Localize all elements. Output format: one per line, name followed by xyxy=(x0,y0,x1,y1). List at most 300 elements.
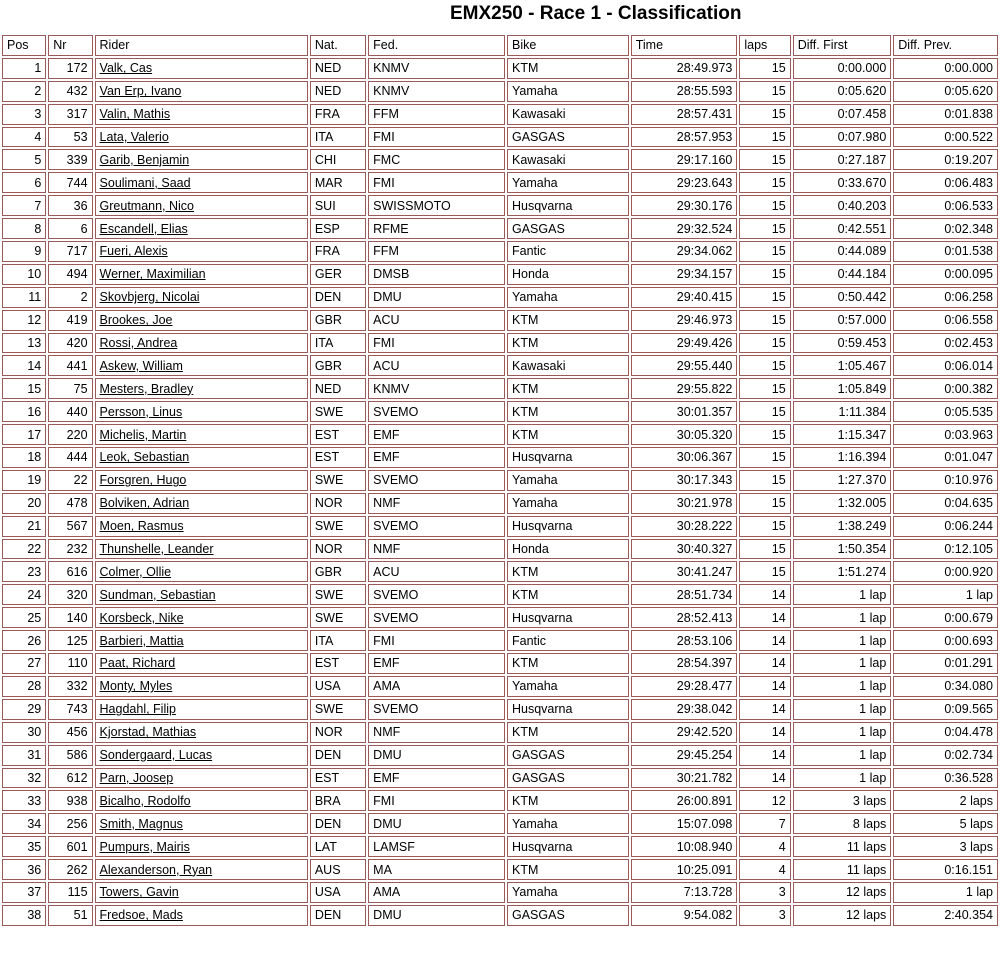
nation-cell: ITA xyxy=(310,630,366,651)
diff-prev-cell: 0:00.920 xyxy=(893,561,998,582)
rider-link[interactable]: Parn, Joosep xyxy=(95,768,308,789)
table-row xyxy=(2,493,998,514)
time-cell: 29:17.160 xyxy=(631,149,738,170)
table-header xyxy=(2,35,998,56)
diff-prev-cell: 0:06.258 xyxy=(893,287,998,308)
diff-prev-cell: 2 laps xyxy=(893,790,998,811)
bike-cell: GASGAS xyxy=(507,768,629,789)
pos-cell: 27 xyxy=(2,653,46,674)
time-cell: 28:57.431 xyxy=(631,104,738,125)
bike-cell: Kawasaki xyxy=(507,104,629,125)
pos-cell: 18 xyxy=(2,447,46,468)
laps-cell: 15 xyxy=(739,58,790,79)
diff-prev-cell: 1 lap xyxy=(893,584,998,605)
federation-cell: NMF xyxy=(368,539,505,560)
nation-cell: ITA xyxy=(310,333,366,354)
rider-link[interactable]: Rossi, Andrea xyxy=(95,333,308,354)
diff-first-cell: 1 lap xyxy=(793,676,892,697)
table-row xyxy=(2,516,998,537)
table-row xyxy=(2,104,998,125)
bike-cell: Kawasaki xyxy=(507,355,629,376)
federation-cell: FMI xyxy=(368,630,505,651)
time-cell: 29:45.254 xyxy=(631,745,738,766)
header-bike: Bike xyxy=(507,35,629,56)
time-cell: 30:28.222 xyxy=(631,516,738,537)
rider-link[interactable]: Werner, Maximilian xyxy=(95,264,308,285)
laps-cell: 14 xyxy=(739,676,790,697)
laps-cell: 14 xyxy=(739,722,790,743)
rider-link[interactable]: Colmer, Ollie xyxy=(95,561,308,582)
diff-first-cell: 1:27.370 xyxy=(793,470,892,491)
diff-first-cell: 1 lap xyxy=(793,584,892,605)
table-row xyxy=(2,81,998,102)
rider-link[interactable]: Sundman, Sebastian xyxy=(95,584,308,605)
time-cell: 28:55.593 xyxy=(631,81,738,102)
number-cell: 51 xyxy=(48,905,92,926)
diff-first-cell: 12 laps xyxy=(793,882,892,903)
rider-link[interactable]: Alexanderson, Ryan xyxy=(95,859,308,880)
rider-link[interactable]: Hagdahl, Filip xyxy=(95,699,308,720)
pos-cell: 21 xyxy=(2,516,46,537)
table-row xyxy=(2,447,998,468)
bike-cell: Honda xyxy=(507,264,629,285)
time-cell: 28:49.973 xyxy=(631,58,738,79)
rider-link[interactable]: Soulimani, Saad xyxy=(95,172,308,193)
laps-cell: 15 xyxy=(739,493,790,514)
laps-cell: 15 xyxy=(739,516,790,537)
time-cell: 29:38.042 xyxy=(631,699,738,720)
table-row xyxy=(2,333,998,354)
nation-cell: USA xyxy=(310,676,366,697)
number-cell: 22 xyxy=(48,470,92,491)
federation-cell: SVEMO xyxy=(368,584,505,605)
pos-cell: 24 xyxy=(2,584,46,605)
table-row xyxy=(2,607,998,628)
diff-first-cell: 12 laps xyxy=(793,905,892,926)
diff-prev-cell: 0:06.244 xyxy=(893,516,998,537)
nation-cell: GBR xyxy=(310,561,366,582)
nation-cell: SWE xyxy=(310,470,366,491)
rider-link[interactable]: Thunshelle, Leander xyxy=(95,539,308,560)
table-row xyxy=(2,539,998,560)
pos-cell: 16 xyxy=(2,401,46,422)
time-cell: 29:55.822 xyxy=(631,378,738,399)
diff-first-cell: 1:05.467 xyxy=(793,355,892,376)
diff-first-cell: 1:32.005 xyxy=(793,493,892,514)
header-nat: Nat. xyxy=(310,35,366,56)
rider-link[interactable]: Leok, Sebastian xyxy=(95,447,308,468)
nation-cell: AUS xyxy=(310,859,366,880)
rider-link[interactable]: Brookes, Joe xyxy=(95,310,308,331)
laps-cell: 15 xyxy=(739,447,790,468)
time-cell: 29:49.426 xyxy=(631,333,738,354)
time-cell: 30:17.343 xyxy=(631,470,738,491)
pos-cell: 2 xyxy=(2,81,46,102)
table-row xyxy=(2,905,998,926)
federation-cell: KNMV xyxy=(368,81,505,102)
rider-link[interactable]: Askew, William xyxy=(95,355,308,376)
pos-cell: 26 xyxy=(2,630,46,651)
bike-cell: Yamaha xyxy=(507,493,629,514)
federation-cell: DMU xyxy=(368,905,505,926)
diff-prev-cell: 0:02.453 xyxy=(893,333,998,354)
bike-cell: GASGAS xyxy=(507,218,629,239)
rider-link[interactable]: Fueri, Alexis xyxy=(95,241,308,262)
nation-cell: GBR xyxy=(310,310,366,331)
nation-cell: ITA xyxy=(310,127,366,148)
time-cell: 10:25.091 xyxy=(631,859,738,880)
federation-cell: FMI xyxy=(368,790,505,811)
pos-cell: 19 xyxy=(2,470,46,491)
bike-cell: Husqvarna xyxy=(507,516,629,537)
laps-cell: 15 xyxy=(739,401,790,422)
bike-cell: KTM xyxy=(507,859,629,880)
pos-cell: 1 xyxy=(2,58,46,79)
rider-link[interactable]: Escandell, Elias xyxy=(95,218,308,239)
pos-cell: 8 xyxy=(2,218,46,239)
laps-cell: 12 xyxy=(739,790,790,811)
time-cell: 30:21.978 xyxy=(631,493,738,514)
diff-prev-cell: 0:06.483 xyxy=(893,172,998,193)
pos-cell: 25 xyxy=(2,607,46,628)
diff-prev-cell: 0:00.095 xyxy=(893,264,998,285)
header-fed: Fed. xyxy=(368,35,505,56)
number-cell: 53 xyxy=(48,127,92,148)
rider-link[interactable]: Van Erp, Ivano xyxy=(95,81,308,102)
federation-cell: EMF xyxy=(368,768,505,789)
diff-first-cell: 0:59.453 xyxy=(793,333,892,354)
laps-cell: 4 xyxy=(739,836,790,857)
laps-cell: 4 xyxy=(739,859,790,880)
pos-cell: 7 xyxy=(2,195,46,216)
diff-prev-cell: 0:00.679 xyxy=(893,607,998,628)
diff-first-cell: 0:07.980 xyxy=(793,127,892,148)
federation-cell: SVEMO xyxy=(368,607,505,628)
number-cell: 6 xyxy=(48,218,92,239)
time-cell: 28:51.734 xyxy=(631,584,738,605)
laps-cell: 15 xyxy=(739,287,790,308)
time-cell: 30:41.247 xyxy=(631,561,738,582)
nation-cell: GBR xyxy=(310,355,366,376)
rider-link[interactable]: Fredsoe, Mads xyxy=(95,905,308,926)
pos-cell: 20 xyxy=(2,493,46,514)
header-laps: laps xyxy=(739,35,790,56)
number-cell: 441 xyxy=(48,355,92,376)
nation-cell: SUI xyxy=(310,195,366,216)
diff-prev-cell: 0:00.522 xyxy=(893,127,998,148)
pos-cell: 3 xyxy=(2,104,46,125)
diff-prev-cell: 0:05.535 xyxy=(893,401,998,422)
federation-cell: DMU xyxy=(368,745,505,766)
federation-cell: FMC xyxy=(368,149,505,170)
pos-cell: 34 xyxy=(2,813,46,834)
laps-cell: 15 xyxy=(739,470,790,491)
bike-cell: KTM xyxy=(507,424,629,445)
time-cell: 30:40.327 xyxy=(631,539,738,560)
time-cell: 30:01.357 xyxy=(631,401,738,422)
pos-cell: 23 xyxy=(2,561,46,582)
time-cell: 29:55.440 xyxy=(631,355,738,376)
number-cell: 601 xyxy=(48,836,92,857)
table-row xyxy=(2,355,998,376)
nation-cell: EST xyxy=(310,768,366,789)
pos-cell: 5 xyxy=(2,149,46,170)
number-cell: 494 xyxy=(48,264,92,285)
number-cell: 75 xyxy=(48,378,92,399)
table-body xyxy=(2,58,998,926)
number-cell: 172 xyxy=(48,58,92,79)
time-cell: 29:32.524 xyxy=(631,218,738,239)
rider-link[interactable]: Michelis, Martin xyxy=(95,424,308,445)
diff-first-cell: 0:44.184 xyxy=(793,264,892,285)
nation-cell: SWE xyxy=(310,401,366,422)
diff-first-cell: 3 laps xyxy=(793,790,892,811)
number-cell: 256 xyxy=(48,813,92,834)
rider-link[interactable]: Garib, Benjamin xyxy=(95,149,308,170)
number-cell: 320 xyxy=(48,584,92,605)
federation-cell: EMF xyxy=(368,653,505,674)
bike-cell: KTM xyxy=(507,310,629,331)
rider-link[interactable]: Korsbeck, Nike xyxy=(95,607,308,628)
table-row xyxy=(2,149,998,170)
number-cell: 419 xyxy=(48,310,92,331)
rider-link[interactable]: Forsgren, Hugo xyxy=(95,470,308,491)
table-row xyxy=(2,836,998,857)
number-cell: 125 xyxy=(48,630,92,651)
laps-cell: 15 xyxy=(739,172,790,193)
bike-cell: Fantic xyxy=(507,630,629,651)
table-row xyxy=(2,813,998,834)
number-cell: 444 xyxy=(48,447,92,468)
nation-cell: MAR xyxy=(310,172,366,193)
time-cell: 29:42.520 xyxy=(631,722,738,743)
laps-cell: 14 xyxy=(739,745,790,766)
bike-cell: GASGAS xyxy=(507,127,629,148)
time-cell: 30:05.320 xyxy=(631,424,738,445)
pos-cell: 37 xyxy=(2,882,46,903)
laps-cell: 3 xyxy=(739,882,790,903)
table-row xyxy=(2,768,998,789)
table-row xyxy=(2,470,998,491)
rider-link[interactable]: Moen, Rasmus xyxy=(95,516,308,537)
number-cell: 432 xyxy=(48,81,92,102)
table-row xyxy=(2,676,998,697)
pos-cell: 15 xyxy=(2,378,46,399)
pos-cell: 10 xyxy=(2,264,46,285)
diff-prev-cell: 0:03.963 xyxy=(893,424,998,445)
number-cell: 110 xyxy=(48,653,92,674)
number-cell: 938 xyxy=(48,790,92,811)
rider-link[interactable]: Lata, Valerio xyxy=(95,127,308,148)
nation-cell: DEN xyxy=(310,905,366,926)
pos-cell: 36 xyxy=(2,859,46,880)
time-cell: 29:46.973 xyxy=(631,310,738,331)
bike-cell: Yamaha xyxy=(507,470,629,491)
rider-link[interactable]: Towers, Gavin xyxy=(95,882,308,903)
diff-prev-cell: 0:00.000 xyxy=(893,58,998,79)
diff-first-cell: 8 laps xyxy=(793,813,892,834)
time-cell: 26:00.891 xyxy=(631,790,738,811)
diff-first-cell: 1 lap xyxy=(793,745,892,766)
nation-cell: DEN xyxy=(310,287,366,308)
rider-link[interactable]: Monty, Myles xyxy=(95,676,308,697)
diff-first-cell: 0:07.458 xyxy=(793,104,892,125)
laps-cell: 15 xyxy=(739,378,790,399)
number-cell: 115 xyxy=(48,882,92,903)
rider-link[interactable]: Kjorstad, Mathias xyxy=(95,722,308,743)
table-row xyxy=(2,653,998,674)
bike-cell: KTM xyxy=(507,401,629,422)
diff-prev-cell: 0:02.734 xyxy=(893,745,998,766)
diff-prev-cell: 5 laps xyxy=(893,813,998,834)
number-cell: 332 xyxy=(48,676,92,697)
federation-cell: KNMV xyxy=(368,58,505,79)
diff-first-cell: 0:50.442 xyxy=(793,287,892,308)
diff-prev-cell: 0:12.105 xyxy=(893,539,998,560)
diff-first-cell: 1 lap xyxy=(793,630,892,651)
laps-cell: 14 xyxy=(739,630,790,651)
diff-prev-cell: 0:04.635 xyxy=(893,493,998,514)
nation-cell: USA xyxy=(310,882,366,903)
diff-first-cell: 1 lap xyxy=(793,768,892,789)
page-header xyxy=(0,3,1000,29)
bike-cell: Yamaha xyxy=(507,882,629,903)
bike-cell: Yamaha xyxy=(507,81,629,102)
diff-prev-cell: 0:02.348 xyxy=(893,218,998,239)
table-row xyxy=(2,584,998,605)
number-cell: 262 xyxy=(48,859,92,880)
laps-cell: 15 xyxy=(739,561,790,582)
laps-cell: 15 xyxy=(739,424,790,445)
time-cell: 30:21.782 xyxy=(631,768,738,789)
federation-cell: AMA xyxy=(368,882,505,903)
bike-cell: KTM xyxy=(507,653,629,674)
federation-cell: ACU xyxy=(368,355,505,376)
bike-cell: Husqvarna xyxy=(507,195,629,216)
diff-prev-cell: 0:06.558 xyxy=(893,310,998,331)
diff-prev-cell: 0:06.533 xyxy=(893,195,998,216)
rider-link[interactable]: Sondergaard, Lucas xyxy=(95,745,308,766)
diff-first-cell: 1 lap xyxy=(793,722,892,743)
table-row xyxy=(2,424,998,445)
rider-link[interactable]: Smith, Magnus xyxy=(95,813,308,834)
federation-cell: DMU xyxy=(368,287,505,308)
time-cell: 29:40.415 xyxy=(631,287,738,308)
diff-first-cell: 0:44.089 xyxy=(793,241,892,262)
pos-cell: 29 xyxy=(2,699,46,720)
nation-cell: NOR xyxy=(310,722,366,743)
federation-cell: AMA xyxy=(368,676,505,697)
table-row xyxy=(2,745,998,766)
rider-link[interactable]: Pumpurs, Mairis xyxy=(95,836,308,857)
diff-prev-cell: 0:01.538 xyxy=(893,241,998,262)
laps-cell: 15 xyxy=(739,195,790,216)
time-cell: 29:34.062 xyxy=(631,241,738,262)
nation-cell: BRA xyxy=(310,790,366,811)
laps-cell: 15 xyxy=(739,127,790,148)
nation-cell: DEN xyxy=(310,745,366,766)
rider-link[interactable]: Valk, Cas xyxy=(95,58,308,79)
time-cell: 10:08.940 xyxy=(631,836,738,857)
bike-cell: Husqvarna xyxy=(507,836,629,857)
bike-cell: KTM xyxy=(507,584,629,605)
nation-cell: DEN xyxy=(310,813,366,834)
rider-link[interactable]: Persson, Linus xyxy=(95,401,308,422)
time-cell: 28:52.413 xyxy=(631,607,738,628)
bike-cell: KTM xyxy=(507,378,629,399)
rider-link[interactable]: Mesters, Bradley xyxy=(95,378,308,399)
pos-cell: 11 xyxy=(2,287,46,308)
laps-cell: 15 xyxy=(739,241,790,262)
table-row xyxy=(2,378,998,399)
diff-first-cell: 0:33.670 xyxy=(793,172,892,193)
table-row xyxy=(2,241,998,262)
pos-cell: 9 xyxy=(2,241,46,262)
bike-cell: KTM xyxy=(507,790,629,811)
bike-cell: Husqvarna xyxy=(507,447,629,468)
rider-link[interactable]: Greutmann, Nico xyxy=(95,195,308,216)
laps-cell: 7 xyxy=(739,813,790,834)
nation-cell: LAT xyxy=(310,836,366,857)
diff-first-cell: 1:50.354 xyxy=(793,539,892,560)
laps-cell: 15 xyxy=(739,264,790,285)
diff-prev-cell: 0:00.382 xyxy=(893,378,998,399)
time-cell: 29:34.157 xyxy=(631,264,738,285)
pos-cell: 28 xyxy=(2,676,46,697)
pos-cell: 6 xyxy=(2,172,46,193)
table-row xyxy=(2,310,998,331)
laps-cell: 15 xyxy=(739,149,790,170)
nation-cell: ESP xyxy=(310,218,366,239)
federation-cell: DMSB xyxy=(368,264,505,285)
table-row xyxy=(2,172,998,193)
rider-link[interactable]: Bicalho, Rodolfo xyxy=(95,790,308,811)
nation-cell: CHI xyxy=(310,149,366,170)
diff-prev-cell: 0:01.838 xyxy=(893,104,998,125)
laps-cell: 14 xyxy=(739,653,790,674)
number-cell: 36 xyxy=(48,195,92,216)
number-cell: 232 xyxy=(48,539,92,560)
laps-cell: 15 xyxy=(739,310,790,331)
pos-cell: 32 xyxy=(2,768,46,789)
federation-cell: MA xyxy=(368,859,505,880)
bike-cell: KTM xyxy=(507,333,629,354)
rider-link[interactable]: Valin, Mathis xyxy=(95,104,308,125)
laps-cell: 14 xyxy=(739,584,790,605)
rider-link[interactable]: Paat, Richard xyxy=(95,653,308,674)
nation-cell: GER xyxy=(310,264,366,285)
federation-cell: SVEMO xyxy=(368,401,505,422)
laps-cell: 15 xyxy=(739,355,790,376)
laps-cell: 15 xyxy=(739,81,790,102)
table-row xyxy=(2,401,998,422)
federation-cell: KNMV xyxy=(368,378,505,399)
laps-cell: 15 xyxy=(739,333,790,354)
table-row xyxy=(2,264,998,285)
federation-cell: EMF xyxy=(368,447,505,468)
nation-cell: FRA xyxy=(310,241,366,262)
diff-first-cell: 11 laps xyxy=(793,836,892,857)
rider-link[interactable]: Bolviken, Adrian xyxy=(95,493,308,514)
bike-cell: Kawasaki xyxy=(507,149,629,170)
rider-link[interactable]: Skovbjerg, Nicolai xyxy=(95,287,308,308)
bike-cell: KTM xyxy=(507,722,629,743)
rider-link[interactable]: Barbieri, Mattia xyxy=(95,630,308,651)
diff-first-cell: 1:51.274 xyxy=(793,561,892,582)
bike-cell: KTM xyxy=(507,58,629,79)
diff-prev-cell: 2:40.354 xyxy=(893,905,998,926)
time-cell: 29:30.176 xyxy=(631,195,738,216)
